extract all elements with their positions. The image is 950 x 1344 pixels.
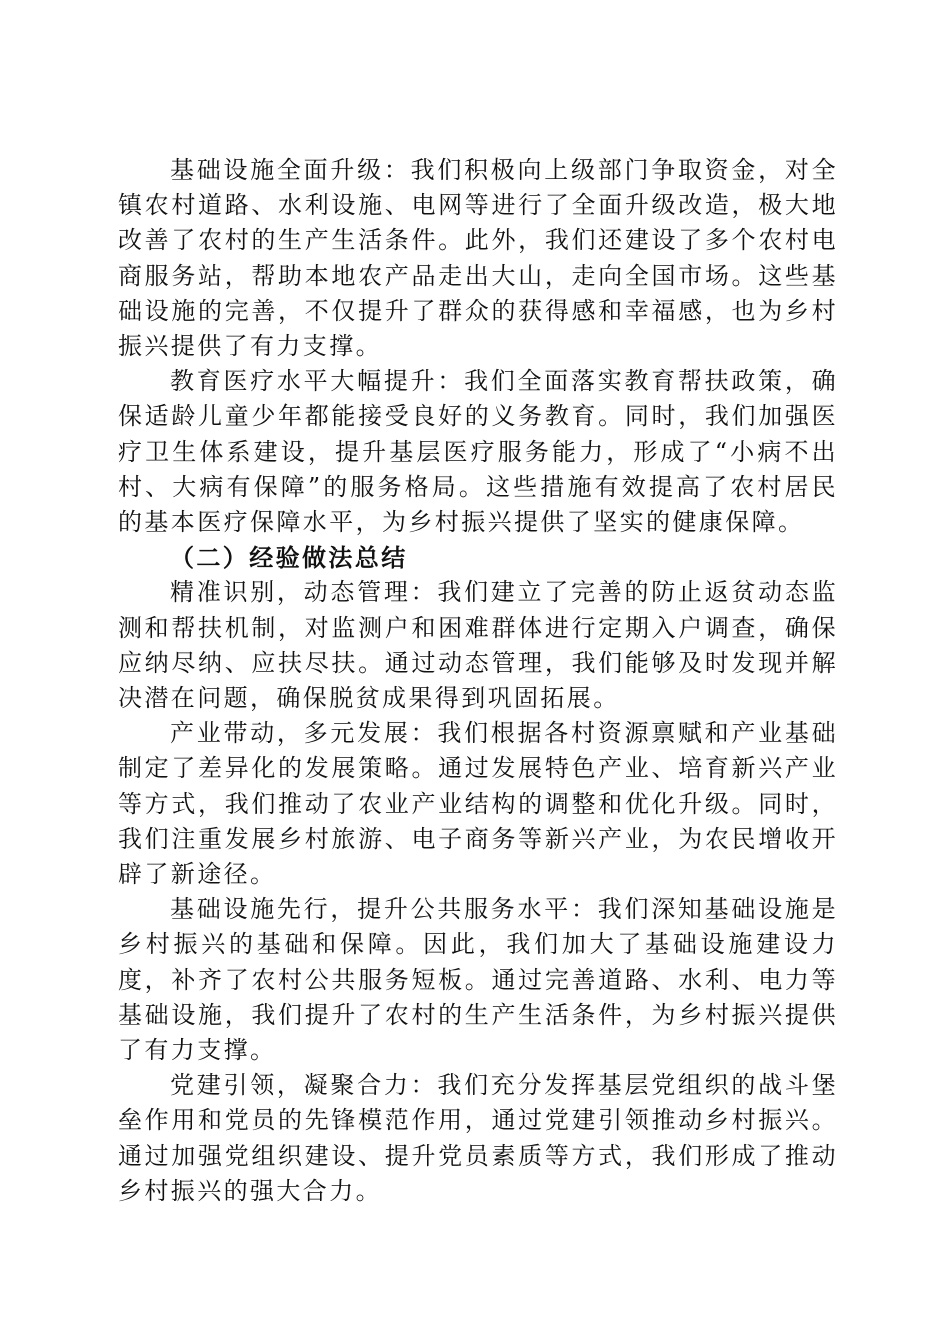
paragraph-party-building: 党建引领，凝聚合力：我们充分发挥基层党组织的战斗堡垒作用和党员的先锋模范作用，通过党建引领推动乡村振兴。通过加强党组织建设、提升党员素质等方式，我们形成了推动乡村振兴的强大合力。 [118, 1071, 838, 1205]
paragraph-precise-identification: 精准识别，动态管理：我们建立了完善的防止返贫动态监测和帮扶机制，对监测户和困难群体进行定期入户调查，确保应纳尽纳、应扶尽扶。通过动态管理，我们能够及时发现并解决潜在问题，确保脱贫成果得到巩固拓展。 [118, 578, 838, 713]
section-heading: （二）经验做法总结 [170, 543, 408, 573]
paragraph-industry-driven: 产业带动，多元发展：我们根据各村资源禀赋和产业基础制定了差异化的发展策略。通过发展特色产业、培育新兴产业等方式，我们推动了农业产业结构的调整和优化升级。同时，我们注重发展乡村旅游、电子商务等新兴产业，为农民增收开辟了新途径。 [118, 719, 838, 889]
paragraph-infrastructure-first: 基础设施先行，提升公共服务水平：我们深知基础设施是乡村振兴的基础和保障。因此，我们加大了基础设施建设力度，补齐了农村公共服务短板。通过完善道路、水利、电力等基础设施，我们提升了农村的生产生活条件，为乡村振兴提供了有力支撑。 [118, 895, 838, 1065]
paragraph-infrastructure-upgrade: 基础设施全面升级：我们积极向上级部门争取资金，对全镇农村道路、水利设施、电网等进行了全面升级改造，极大地改善了农村的生产生活条件。此外，我们还建设了多个农村电商服务站，帮助本地农产品走出大山，走向全国市场。这些基础设施的完善，不仅提升了群众的获得感和幸福感，也为乡村振兴提供了有力支撑。 [118, 156, 838, 361]
document-page [118, 153, 838, 1209]
paragraph-education-healthcare: 教育医疗水平大幅提升：我们全面落实教育帮扶政策，确保适龄儿童少年都能接受良好的义务教育。同时，我们加强医疗卫生体系建设，提升基层医疗服务能力，形成了“小病不出村、大病有保障”的服务格局。这些措施有效提高了农村居民的基本医疗保障水平，为乡村振兴提供了坚实的健康保障。 [118, 367, 838, 537]
